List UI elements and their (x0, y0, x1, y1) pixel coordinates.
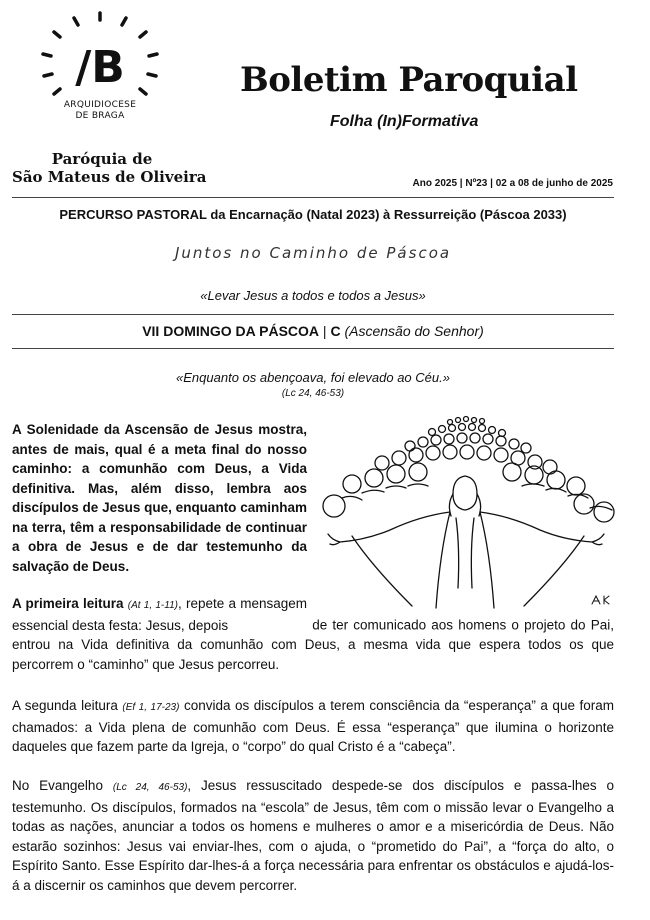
first-reading-text-b: de ter comunicado aos homens o projeto do Pai, entrou na Vida definitiva da comunhão com Deus, a mesma vida que espera todos os que percorrem o “caminho” que Jesus percorreu. (12, 617, 614, 672)
archdiocese-logo (30, 10, 200, 160)
second-reading-text: convida os discípulos a terem consciência da “esperança” a que foram chamados: a Vida plena de comunhão com Deus. É essa “esperança” que ilumina o horizonte daqueles que fazem parte da Igreja, o “corpo” do qual Cristo é a “cabeça”. (12, 698, 614, 754)
bulletin-title: Boletim Paroquial (240, 60, 578, 100)
sunday-title: VII DOMINGO DA PÁSCOA (142, 323, 320, 339)
logo-name-line1: ARQUIDIOCESE (63, 100, 137, 110)
jesus-figure-icon (328, 476, 604, 608)
gospel-quote: «Enquanto os abençoava, foi elevado ao Céu.» (176, 370, 450, 385)
crowd-icon (323, 417, 614, 523)
ascension-illustration (322, 408, 622, 623)
feast-name: (Ascensão do Senhor) (344, 323, 484, 339)
parish-name-line2: São Mateus de Oliveira (12, 168, 207, 186)
sun-ray-icon (30, 10, 170, 102)
parish-name-line1: Paróquia de (51, 150, 153, 168)
gospel-ref: (Lc 24, 46-53) (112, 782, 188, 793)
divider (12, 348, 614, 349)
first-reading-paragraph (12, 594, 614, 674)
first-reading-ref: (At 1, 1-11) (127, 600, 178, 611)
first-reading-label: A primeira leitura (12, 596, 124, 611)
gospel-paragraph (12, 776, 614, 895)
second-reading-label: A segunda leitura (12, 698, 118, 713)
gospel-label: No Evangelho (12, 778, 103, 793)
second-reading-paragraph (12, 696, 614, 757)
edition-info: Ano 2025 | Nº23 | 02 a 08 de junho de 2025 (412, 178, 613, 189)
gospel-text: , Jesus ressuscitado despede-se dos discípulos e passa-lhes o testemunho. Os discípulos, formados na “escola” de Jesus, têm com o missão levar o Evangelho a todas as nações, anunciar a todos os homens e mulheres o amor e a misericórdia de Deus. Não estarão sozinhos: Jesus vai enviar-lhes, com o ajuda, o “prometido do Pai”, a “força do alto, o Espírito Santo. Esse Espírito dar-lhes-á a força necessária para enfrentar os obstáculos e ajudá-los-á a discernir os caminhos que devem percorrer. (12, 778, 614, 893)
sunday-heading: VII DOMINGO DA PÁSCOA | C (Ascensão do Senhor) (142, 323, 484, 339)
bulletin-subtitle: Folha (In)Formativa (330, 113, 479, 130)
divider (12, 197, 614, 198)
lead-paragraph: A Solenidade da Ascensão de Jesus mostra, antes de mais, qual é a meta final do nosso caminho: a comunhão com Deus, a Vida definitiva. Mas, além disso, lembra aos discípulos de Jesus que, enquanto caminham na terra, têm a responsabilidade de continuar a obra de Jesus e de dar testemunho da salvação de Deus. (12, 422, 307, 574)
logo-name-line2: DE BRAGA (75, 111, 125, 121)
gospel-quote-ref: (Lc 24, 46-53) (281, 388, 345, 399)
pastoral-theme: Juntos no Caminho de Páscoa (174, 244, 452, 262)
divider (12, 314, 614, 315)
pastoral-motto: «Levar Jesus a todos e todos a Jesus» (200, 288, 426, 303)
pastoral-percurso: PERCURSO PASTORAL da Encarnação (Natal 2023) à Ressurreição (Páscoa 2033) (59, 207, 567, 222)
first-reading-text-a: , repete a mensagem essencial desta festa: Jesus, depois (12, 596, 307, 633)
liturgical-cycle: C (330, 323, 341, 339)
second-reading-ref: (Ef 1, 17-23) (122, 702, 180, 713)
logo-monogram: /B (75, 42, 125, 93)
